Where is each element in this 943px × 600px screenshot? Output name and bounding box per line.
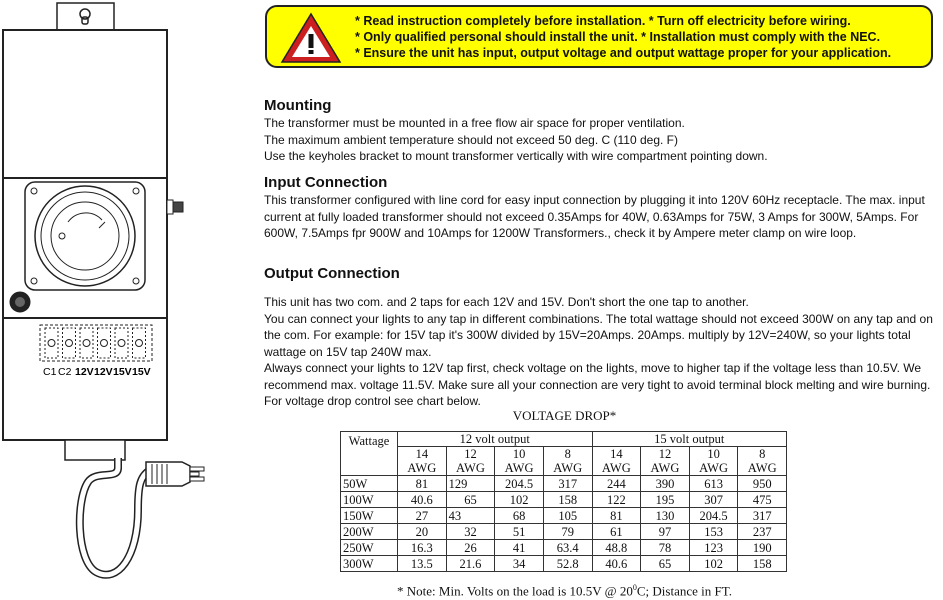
output-paragraph: This unit has two com. and 2 taps for each 12V and 15V. Don't short the one tap to another. bbox=[264, 295, 749, 309]
distance-cell: 43 bbox=[446, 508, 495, 524]
terminal-label-15v-a: 15V bbox=[113, 366, 132, 378]
distance-cell: 123 bbox=[689, 540, 738, 556]
distance-cell: 81 bbox=[398, 476, 447, 492]
side-knob-icon bbox=[167, 200, 183, 214]
distance-cell: 158 bbox=[738, 556, 787, 572]
distance-cell: 51 bbox=[495, 524, 544, 540]
distance-cell: 63.4 bbox=[543, 540, 592, 556]
table-row bbox=[341, 524, 787, 540]
distance-cell: 61 bbox=[592, 524, 641, 540]
gauge-unit: AWG bbox=[553, 461, 583, 475]
output-heading: Output Connection bbox=[264, 265, 400, 282]
output-paragraph: You can connect your lights to any tap in different combinations. The total wattage should not exceed 300W on any tap and on the com. For example: for 15V tap it's 300W divided by 15V=20Amps. 20Amps. multiply by 12V=240W, so your lights total wattage on 15V tap 240W max. bbox=[264, 311, 933, 359]
table-row bbox=[341, 508, 787, 524]
mounting-line: The maximum ambient temperature should not exceed 50 deg. C (110 deg. F) bbox=[264, 132, 678, 147]
gauge-number: 12 bbox=[658, 447, 672, 461]
wattage-cell: 50W bbox=[341, 476, 398, 492]
gauge-header bbox=[738, 447, 787, 476]
terminal-label-15v-b: 15V bbox=[132, 366, 151, 378]
distance-cell: 68 bbox=[495, 508, 544, 524]
gauge-header bbox=[398, 447, 447, 476]
distance-cell: 102 bbox=[689, 556, 738, 572]
transformer-drawing bbox=[0, 0, 250, 600]
terminal-label-12v-a: 12V bbox=[75, 366, 94, 378]
table-row bbox=[341, 492, 787, 508]
gauge-number: 12 bbox=[464, 447, 477, 461]
distance-cell: 40.6 bbox=[592, 556, 641, 572]
terminal-label-12v-b: 12V bbox=[94, 366, 113, 378]
mounting-line: Use the keyholes bracket to mount transformer vertically with wire compartment pointing down. bbox=[264, 149, 768, 163]
mounting-heading: Mounting bbox=[264, 97, 332, 114]
gauge-header bbox=[495, 447, 544, 476]
distance-cell: 40.6 bbox=[398, 492, 447, 508]
wattage-cell: 100W bbox=[341, 492, 398, 508]
gauge-unit: AWG bbox=[699, 461, 728, 475]
distance-cell: 97 bbox=[641, 524, 690, 540]
distance-cell: 13.5 bbox=[398, 556, 447, 572]
gauge-header bbox=[689, 447, 738, 476]
distance-cell: 390 bbox=[641, 476, 690, 492]
warning-banner bbox=[265, 5, 933, 68]
output-paragraph: Always connect your lights to 12V tap first, check voltage on the lights, move to higher tap if the voltage less than 10.5V. We recommend max. voltage 11.5V. Make sure all your connection are very tight to avoid terminal block melting and wire burning. For voltage drop control see chart below. bbox=[264, 361, 931, 408]
terminal-label-c2: C2 bbox=[58, 366, 72, 378]
note-text-end: C; Distance in FT. bbox=[636, 583, 732, 599]
distance-cell: 34 bbox=[495, 556, 544, 572]
distance-cell: 16.3 bbox=[398, 540, 447, 556]
warning-line: * Read instruction completely before installation. * Turn off electricity before wiring. bbox=[355, 14, 851, 28]
gauge-unit: AWG bbox=[456, 461, 485, 475]
gauge-header bbox=[543, 447, 592, 476]
distance-cell: 26 bbox=[446, 540, 495, 556]
table-row bbox=[341, 476, 787, 492]
plug-icon bbox=[146, 462, 204, 486]
gauge-unit: AWG bbox=[601, 461, 631, 475]
wattage-cell: 300W bbox=[341, 556, 398, 572]
terminal-label-c1: C1 bbox=[43, 366, 57, 378]
group-header-12v: 12 volt output bbox=[398, 432, 593, 447]
distance-cell: 950 bbox=[738, 476, 787, 492]
gauge-header bbox=[641, 447, 690, 476]
wattage-cell: 150W bbox=[341, 508, 398, 524]
distance-cell: 48.8 bbox=[592, 540, 641, 556]
distance-cell: 27 bbox=[398, 508, 447, 524]
distance-cell: 204.5 bbox=[689, 508, 738, 524]
voltage-drop-table bbox=[340, 431, 787, 572]
terminal-block bbox=[40, 325, 152, 361]
distance-cell: 78 bbox=[641, 540, 690, 556]
warning-line: * Only qualified personal should install the unit. * Installation must comply with the NEC. bbox=[355, 30, 881, 44]
output-section bbox=[264, 265, 936, 410]
gauge-header bbox=[592, 447, 641, 476]
distance-cell: 307 bbox=[689, 492, 738, 508]
distance-cell: 158 bbox=[543, 492, 592, 508]
distance-cell: 52.8 bbox=[543, 556, 592, 572]
gauge-unit: AWG bbox=[650, 461, 680, 475]
distance-cell: 122 bbox=[592, 492, 641, 508]
distance-cell: 21.6 bbox=[446, 556, 495, 572]
distance-cell: 32 bbox=[446, 524, 495, 540]
distance-cell: 475 bbox=[738, 492, 787, 508]
mounting-line: The transformer must be mounted in a free flow air space for proper ventilation. bbox=[264, 116, 685, 130]
distance-cell: 613 bbox=[689, 476, 738, 492]
voltage-drop-body bbox=[341, 476, 787, 572]
voltage-drop-title: VOLTAGE DROP* bbox=[512, 408, 617, 423]
distance-cell: 204.5 bbox=[495, 476, 544, 492]
distance-cell: 195 bbox=[641, 492, 690, 508]
voltage-drop-note bbox=[341, 583, 788, 599]
distance-cell: 153 bbox=[689, 524, 738, 540]
gauge-number: 14 bbox=[415, 447, 429, 461]
distance-cell: 65 bbox=[641, 556, 690, 572]
power-cord bbox=[80, 458, 150, 575]
distance-cell: 105 bbox=[543, 508, 592, 524]
wattage-cell: 200W bbox=[341, 524, 398, 540]
transformer-housing bbox=[3, 30, 167, 440]
wattage-header: Wattage bbox=[341, 432, 398, 476]
note-superscript: 0 bbox=[632, 583, 637, 592]
gauge-number: 8 bbox=[759, 447, 766, 461]
distance-cell: 81 bbox=[592, 508, 641, 524]
gauge-number: 10 bbox=[707, 447, 720, 461]
table-row bbox=[341, 556, 787, 572]
distance-cell: 41 bbox=[495, 540, 544, 556]
input-text: This transformer configured with line cord for easy input connection by plugging it into 120V 60Hz receptacle. The max. input current at fully loaded transformer should not exceed 0.35Amps for 40W, 0.63Amps for 75W, 3 Amps for 300W, 5Amps. For 600W, 7.5Amps fpr 900W and 10Amps for 1200W Transformers., check it by Ampere meter clamp on wire loop. bbox=[264, 193, 925, 240]
gauge-number: 14 bbox=[610, 447, 623, 461]
distance-cell: 102 bbox=[495, 492, 544, 508]
distance-cell: 317 bbox=[738, 508, 787, 524]
gauge-number: 8 bbox=[564, 447, 571, 461]
reset-button-icon bbox=[10, 292, 30, 312]
distance-cell: 20 bbox=[398, 524, 447, 540]
gauge-number: 10 bbox=[512, 447, 526, 461]
input-heading: Input Connection bbox=[264, 174, 388, 191]
distance-cell: 190 bbox=[738, 540, 787, 556]
distance-cell: 237 bbox=[738, 524, 787, 540]
gauge-header-row bbox=[341, 447, 787, 476]
group-header-15v: 15 volt output bbox=[592, 432, 787, 447]
gauge-unit: AWG bbox=[747, 461, 777, 475]
gauge-header bbox=[446, 447, 495, 476]
mounting-bracket bbox=[57, 3, 114, 33]
warning-triangle-icon bbox=[279, 11, 343, 65]
distance-cell: 130 bbox=[641, 508, 690, 524]
gauge-unit: AWG bbox=[504, 461, 534, 475]
note-text: * Note: Min. Volts on the load is 10.5V @ 20 bbox=[397, 583, 633, 599]
distance-cell: 65 bbox=[446, 492, 495, 508]
distance-cell: 244 bbox=[592, 476, 641, 492]
warning-line: * Ensure the unit has input, output voltage and output wattage proper for your application. bbox=[355, 46, 892, 60]
table-row bbox=[341, 540, 787, 556]
distance-cell: 317 bbox=[543, 476, 592, 492]
wattage-cell: 250W bbox=[341, 540, 398, 556]
mounting-section bbox=[264, 97, 936, 165]
gauge-unit: AWG bbox=[407, 461, 437, 475]
distance-cell: 129 bbox=[446, 476, 495, 492]
distance-cell: 79 bbox=[543, 524, 592, 540]
input-section bbox=[264, 174, 936, 242]
